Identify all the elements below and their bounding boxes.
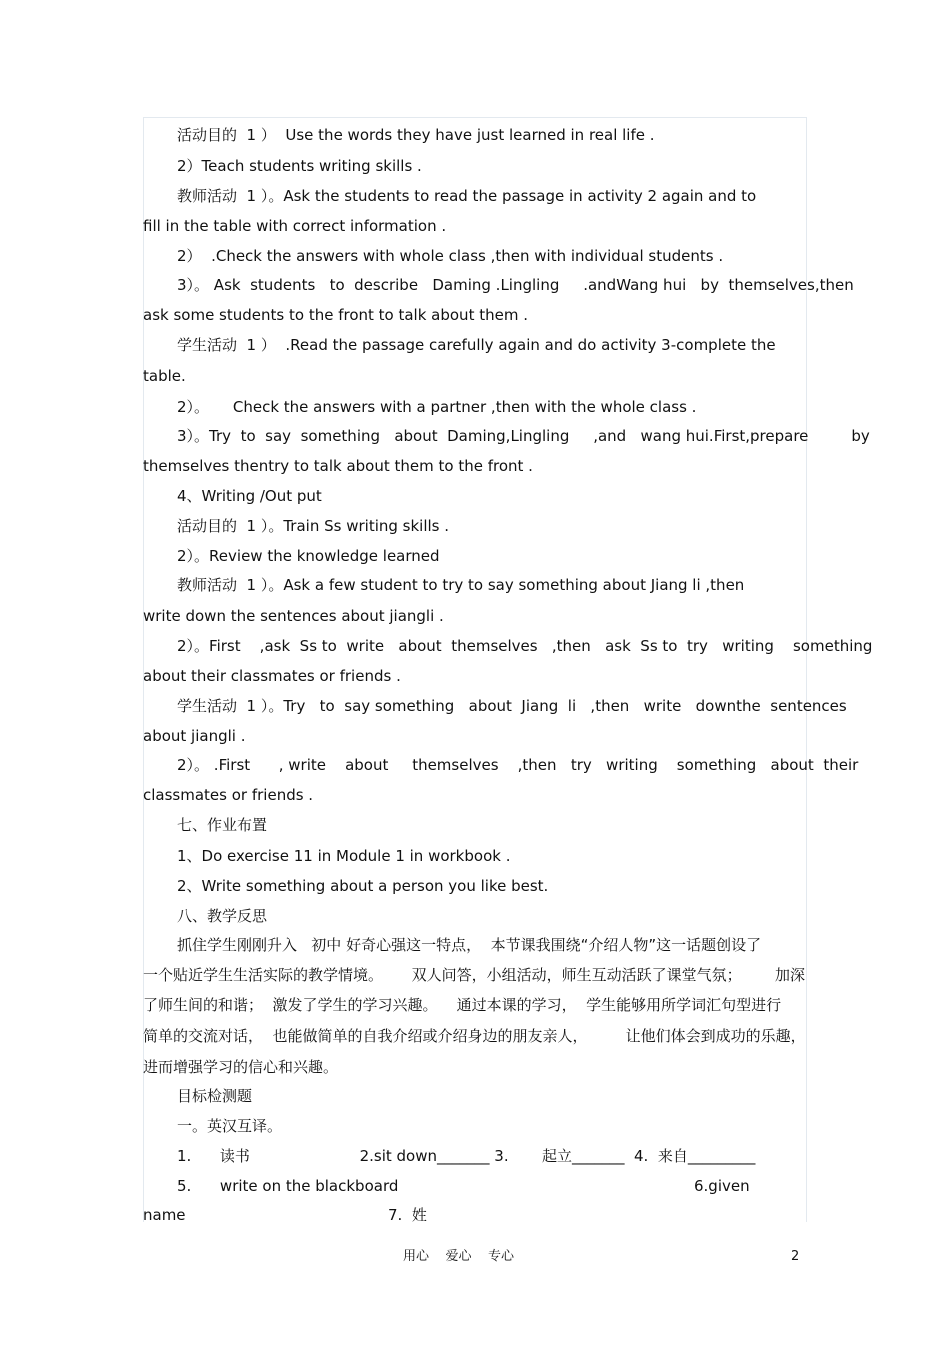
text-line: table. bbox=[143, 367, 186, 385]
text-line: write down the sentences about jiangli . bbox=[143, 607, 444, 625]
text-line: themselves thentry to talk about them to the front . bbox=[143, 457, 533, 475]
text-line: 学生活动 1 ）。Try to say something about Jiang li ,then write downthe sentences bbox=[177, 697, 847, 715]
text-line: 学生活动 1 ） .Read the passage carefully again and do activity 3-complete the bbox=[177, 336, 776, 354]
section-heading: 目标检测题 bbox=[177, 1087, 253, 1105]
text-line: 4、Writing /Out put bbox=[177, 487, 322, 505]
text-line: fill in the table with correct information . bbox=[143, 217, 447, 235]
section-heading: 八、教学反思 bbox=[177, 907, 268, 925]
text-line: 一。英汉互译。 bbox=[177, 1117, 283, 1135]
text-line: 教师活动 1 ）。Ask a few student to try to say something about Jiang li ,then bbox=[177, 576, 745, 594]
footer-motto: 用心 爱心 专心 bbox=[403, 1249, 515, 1264]
text-line: 2）。First ,ask Ss to write about themselves ,then ask Ss to try writing something bbox=[177, 637, 873, 655]
page-number: 2 bbox=[791, 1249, 800, 1264]
text-line: classmates or friends . bbox=[143, 786, 314, 804]
text-line: 教师活动 1 ）。Ask the students to read the passage in activity 2 again and to bbox=[177, 187, 757, 205]
text-line: 2）。 .First , write about themselves ,then try writing something about their bbox=[177, 756, 859, 774]
section-heading: 七、作业布置 bbox=[177, 816, 268, 834]
text-line: 进而增强学习的信心和兴趣。 bbox=[143, 1058, 339, 1076]
text-line: ask some students to the front to talk about them . bbox=[143, 306, 528, 324]
text-line: 活动目的 1 ）。Train Ss writing skills . bbox=[177, 517, 450, 535]
exercise-line: 7. 姓 bbox=[388, 1206, 427, 1224]
exercise-line: 5. write on the blackboard bbox=[177, 1177, 399, 1195]
text-line: 2）Teach students writing skills . bbox=[177, 157, 422, 175]
exercise-line: 6.given bbox=[694, 1177, 750, 1195]
text-line: 了师生间的和谐； 激发了学生的学习兴趣。 通过本课的学习， 学生能够用所学词汇句型进行 bbox=[143, 996, 782, 1014]
text-line: 2）。Review the knowledge learned bbox=[177, 547, 440, 565]
text-line: 3）。 Ask students to describe Daming .Lingling .andWang hui by themselves,then bbox=[177, 276, 854, 294]
text-line: 一个贴近学生生活实际的教学情境。 双人问答，小组活动，师生互动活跃了课堂气氛； 加深 bbox=[143, 966, 805, 984]
text-line: 简单的交流对话， 也能做简单的自我介绍或介绍身边的朋友亲人， 让他们体会到成功的乐趣， bbox=[143, 1027, 806, 1045]
text-line: about their classmates or friends . bbox=[143, 667, 401, 685]
text-line: 2） .Check the answers with whole class ,then with individual students . bbox=[177, 247, 724, 265]
text-line: about jiangli . bbox=[143, 727, 246, 745]
exercise-line: 1. 读书 2.sit down_______ 3. 起立_______ 4. 来自_________ bbox=[177, 1147, 756, 1165]
text-line: 活动目的 1 ） Use the words they have just learned in real life . bbox=[177, 126, 655, 144]
exercise-line: name bbox=[143, 1206, 186, 1224]
text-line: 2、Write something about a person you like best. bbox=[177, 877, 549, 895]
text-line: 抓住学生刚刚升入 初中 好奇心强这一特点， 本节课我围绕“介绍人物”这一话题创设了 bbox=[177, 936, 762, 954]
text-line: 1、Do exercise 11 in Module 1 in workbook . bbox=[177, 847, 511, 865]
text-line: 2）。 Check the answers with a partner ,then with the whole class . bbox=[177, 398, 697, 416]
text-line: 3）。Try to say something about Daming,Lingling ,and wang hui.First,prepare by bbox=[177, 427, 870, 445]
